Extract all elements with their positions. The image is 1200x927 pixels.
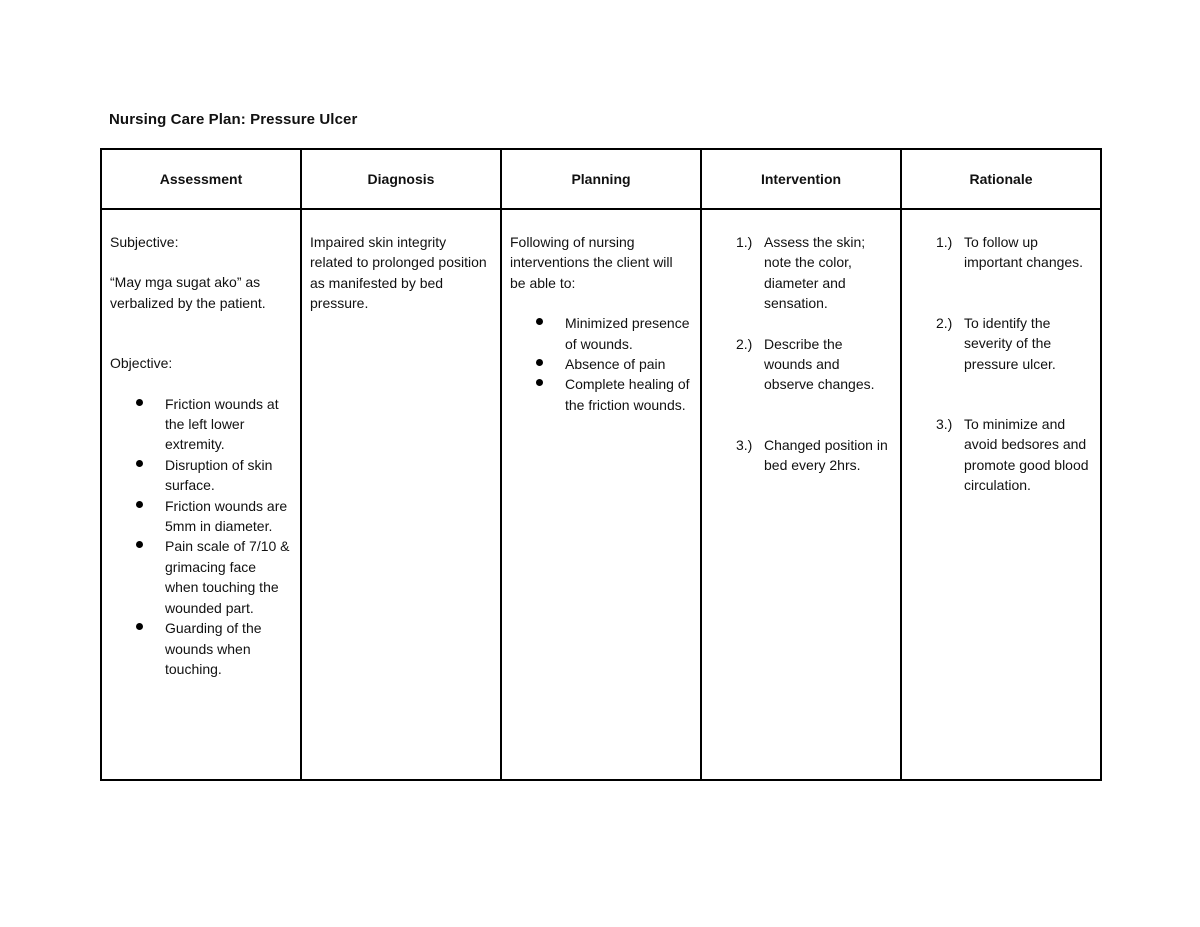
step-number: 2.) [736,335,753,352]
subjective-label: Subjective: [110,234,179,250]
diagnosis-cell [301,209,501,780]
list-item-text: Friction wounds are 5mm in diameter. [165,497,288,535]
list-item [910,313,1092,374]
list-item [110,536,292,618]
assessment-cell [101,209,301,780]
header-rationale: Rationale [901,149,1101,209]
list-item [110,455,292,496]
intervention-list [710,232,892,476]
step-number: 3.) [936,416,953,433]
planning-intro: Following of nursing interventions the client will be able to: [510,234,673,291]
planning-list [510,313,692,415]
step-number: 1.) [936,234,953,250]
list-item [710,232,892,314]
page-title: Nursing Care Plan: Pressure Ulcer [109,111,358,128]
list-item [110,394,292,455]
header-assessment: Assessment [101,149,301,209]
bullet-icon [136,501,143,508]
list-item-text: Friction wounds at the left lower extremity. [165,395,279,453]
list-item [710,334,892,395]
list-item-text: Changed position in bed every 2hrs. [764,436,888,474]
list-item [110,618,292,679]
header-row [101,149,1101,209]
step-number: 1.) [736,234,753,250]
list-item [910,414,1092,496]
list-item-text: Disruption of skin surface. [165,456,273,494]
list-item-text: Complete healing of the friction wounds. [565,376,690,413]
bullet-icon [136,460,143,467]
list-item [910,232,1092,273]
list-item [110,496,292,537]
subjective-quote: “May mga sugat ako” as verbalized by the patient. [110,274,266,311]
diagnosis-text: Impaired skin integrity related to prolonged position as manifested by bed pressure. [310,234,487,312]
step-number: 3.) [736,436,753,453]
list-item [510,354,692,374]
list-item-text: Minimized presence of wounds. [565,315,690,352]
care-plan-table [100,148,1102,781]
header-intervention: Intervention [701,149,901,209]
bullet-icon [536,379,543,386]
list-item [510,313,692,354]
header-diagnosis: Diagnosis [301,149,501,209]
list-item-text: Absence of pain [565,356,666,373]
planning-cell [501,209,701,780]
bullet-icon [136,541,143,548]
list-item-text: To follow up important changes. [964,234,1084,271]
bullet-icon [136,399,143,406]
list-item-text: To identify the severity of the pressure ulcer. [964,314,1056,372]
list-item-text: Guarding of the wounds when touching. [165,620,262,677]
list-item-text: To minimize and avoid bedsores and promote good blood circulation. [964,416,1089,494]
bullet-icon [136,623,143,630]
list-item-text: Describe the wounds and observe changes. [764,335,875,393]
content-row [101,209,1101,780]
list-item-text: Assess the skin; note the color, diameter and sensation. [764,234,866,312]
rationale-cell [901,209,1101,780]
header-planning: Planning [501,149,701,209]
rationale-list [910,232,1092,496]
list-item-text: Pain scale of 7/10 & grimacing face when touching the wounded part. [165,538,290,616]
step-number: 2.) [936,314,953,331]
objective-list [110,394,292,680]
bullet-icon [536,359,543,366]
list-item [710,435,892,476]
bullet-icon [536,318,543,325]
intervention-cell [701,209,901,780]
list-item [510,374,692,415]
objective-label: Objective: [110,355,173,372]
